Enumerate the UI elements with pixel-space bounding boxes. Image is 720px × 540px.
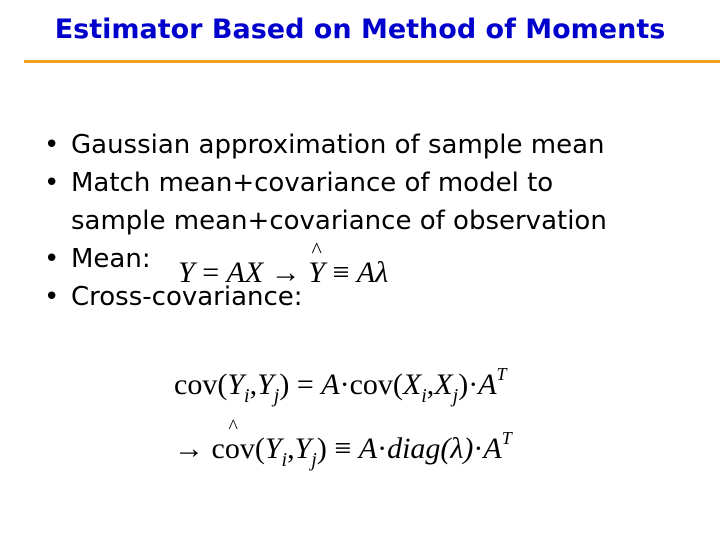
bullet-text: Mean: <box>71 244 151 274</box>
title-underline <box>24 60 720 63</box>
slide-title: Estimator Based on Method of Moments <box>54 14 666 45</box>
bullet-item <box>44 164 607 240</box>
bullet-dot: • <box>44 168 60 198</box>
covariance-equation: $cov(Y_i,Y_j) = A\cdot cov(X_i,X_j)\cdot A^T$ <box>174 364 507 407</box>
bullet-text-continuation: sample mean+covariance of observation <box>71 206 607 236</box>
bullet-dot: • <box>44 282 60 312</box>
bullet-text: Match mean+covariance of model to <box>71 168 554 198</box>
bullet-dot: • <box>44 130 60 160</box>
bullet-text: Gaussian approximation of sample mean <box>71 130 605 160</box>
bullet-text: Cross-covariance: <box>71 282 303 312</box>
mean-equation: Y = AX → ^ Y ≡ Aλ <box>178 237 389 289</box>
covariance-estimate-equation: → ^ $cov(Y_i,Y_j)$ ≡ $A\cdot diag(\lambda)\cdot A^T$ <box>174 416 512 471</box>
bullet-item <box>44 126 607 164</box>
bullet-dot: • <box>44 244 60 274</box>
